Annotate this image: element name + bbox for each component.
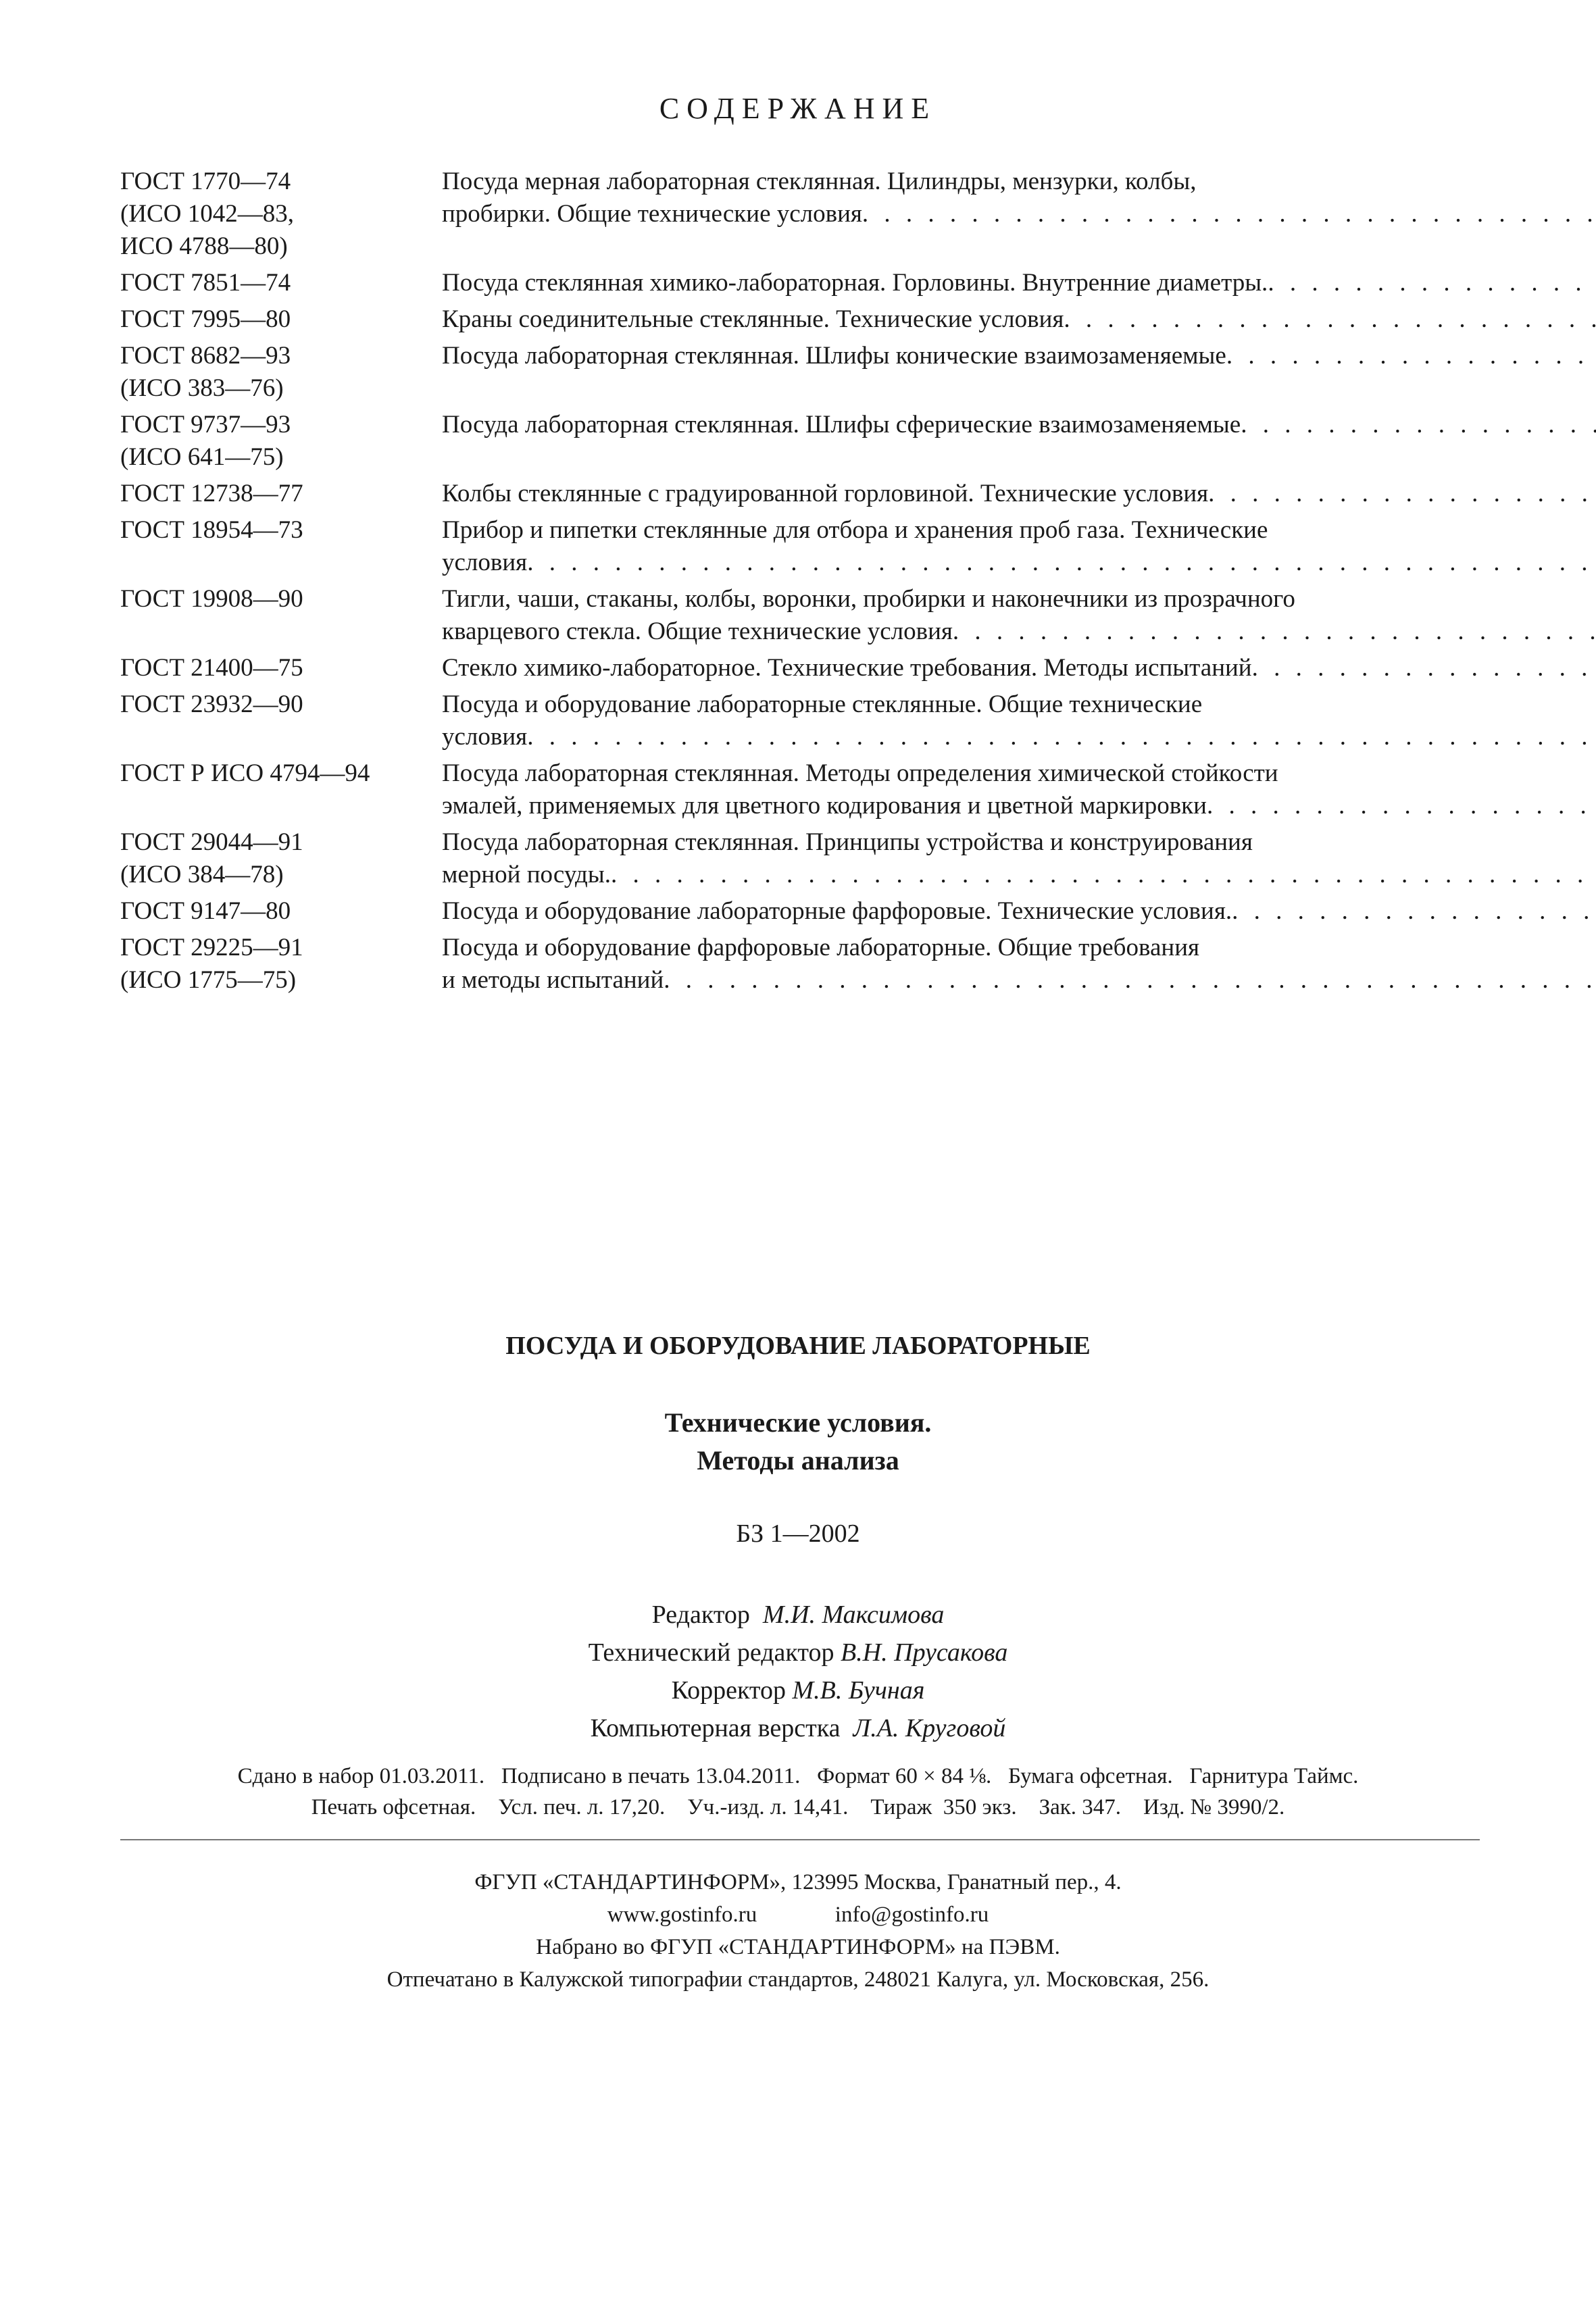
toc-code-line: ГОСТ 7851—74 [120,269,291,297]
toc-code-line: ГОСТ 23932—90 [120,690,303,718]
toc-description-line: и методы испытаний [442,966,664,994]
print-info-line-2: Печать офсетная. Усл. печ. л. 17,20. Уч.-изд. л. 14,41. Тираж 350 экз. Зак. 347. Изд. № 3990/2. [311,1795,1285,1819]
toc-description-line: Посуда лабораторная стеклянная. Методы определения химической стойкости [442,759,1278,787]
toc-entry-code [120,583,442,648]
toc-entry [120,267,1480,299]
toc-entry [120,895,1480,928]
dot-leader [611,859,1596,891]
toc-code-line: (ИСО 1042—83, [120,200,294,228]
toc-entry-description [442,688,1596,753]
toc-entry-description [442,267,1596,299]
toc-entry [120,478,1480,510]
toc-entry [120,409,1480,474]
toc-leader-line [442,859,1596,891]
subtitle-line-1: Технические условия. [664,1407,932,1438]
toc-description-line: Колбы стеклянные с градуированной горловиной. Технические условия [442,480,1209,507]
publisher-web: www.gostinfo.ru info@gostinfo.ru [607,1903,989,1927]
toc-leader-line [442,895,1596,928]
toc-entry [120,340,1480,405]
toc-entry [120,583,1480,648]
toc-entry-code [120,652,442,684]
dot-leader [1064,303,1596,336]
toc-description-line: Тигли, чаши, стаканы, колбы, воронки, пробирки и наконечники из прозрачного [442,585,1295,613]
toc-entry-description [442,303,1596,336]
toc-entry-code [120,826,442,891]
publisher-info [0,1866,1596,1996]
toc-code-line: ГОСТ 29225—91 [120,934,303,961]
toc-entry [120,514,1480,579]
toc-entry-description [442,409,1596,474]
toc-code-line: ГОСТ 19908—90 [120,585,303,613]
toc-leader-line [442,547,1596,579]
dot-leader [527,721,1596,753]
toc-leader-line [442,198,1596,230]
toc-entry-description [442,340,1596,405]
toc-entry-description [442,757,1596,822]
toc-description-line: мерной посуды. [442,861,611,888]
toc-entry-code [120,166,442,263]
toc-description-line: пробирки. Общие технические условия [442,200,862,228]
toc-code-line: ИСО 4788—80) [120,232,288,260]
toc-description-line: условия [442,549,528,576]
toc-code-line: ГОСТ 1770—74 [120,168,291,195]
toc-leader-line [442,303,1596,336]
toc-entry-code [120,340,442,405]
dot-leader [862,198,1596,230]
toc-leader-line [442,964,1596,997]
toc-entry-description [442,826,1596,891]
toc-entry-code [120,267,442,299]
toc-description-line: Посуда лабораторная стеклянная. Шлифы сферические взаимозаменяемые [442,411,1241,438]
dot-leader [1208,478,1596,510]
toc-leader-line [442,478,1596,510]
toc-code-line: (ИСО 384—78) [120,861,284,888]
print-info-line-1: Сдано в набор 01.03.2011. Подписано в печать 13.04.2011. Формат 60 × 84 ⅛. Бумага офсетная. Гарнитура Таймс. [237,1764,1359,1788]
toc-entry-description [442,652,1596,684]
toc-description-line: условия [442,723,528,751]
toc-code-line: ГОСТ 12738—77 [120,480,303,507]
toc-code-line: (ИСО 1775—75) [120,966,297,994]
toc-code-line: ГОСТ 8682—93 [120,342,291,370]
toc-leader-line [442,652,1596,684]
toc-description-line: Краны соединительные стеклянные. Технические условия [442,305,1064,333]
printed-note: Отпечатано в Калужской типографии стандартов, 248021 Калуга, ул. Московская, 256. [386,1967,1210,1992]
bz-number: БЗ 1—2002 [736,1519,860,1548]
dot-leader [1241,409,1596,441]
typeset-note: Набрано во ФГУП «СТАНДАРТИНФОРМ» на ПЭВМ. [536,1935,1060,1959]
collection-subtitle [0,1404,1596,1480]
dot-leader [953,615,1596,648]
dot-leader [664,964,1596,997]
toc-leader-line [442,721,1596,753]
toc-description-line: Посуда стеклянная химико-лабораторная. Горловины. Внутренние диаметры. [442,269,1268,297]
toc-description-line: эмалей, применяемых для цветного кодирования и цветной маркировки [442,792,1207,820]
toc-entry [120,757,1480,822]
toc-description-line: кварцевого стекла. Общие технические условия [442,618,953,645]
toc-entry-description [442,583,1596,648]
divider [120,1839,1480,1840]
toc-description-line: Посуда и оборудование фарфоровые лабораторные. Общие требования [442,934,1200,961]
toc-leader-line [442,615,1596,648]
publisher-address: ФГУП «СТАНДАРТИНФОРМ», 123995 Москва, Гранатный пер., 4. [474,1870,1122,1894]
dot-leader [1232,895,1596,928]
toc-description-line: Посуда лабораторная стеклянная. Шлифы конические взаимозаменяемые [442,342,1226,370]
dot-leader [1252,652,1596,684]
toc-description-line: Прибор и пипетки стеклянные для отбора и хранения проб газа. Технические [442,516,1268,544]
toc-list [120,166,1480,1001]
toc-leader-line [442,409,1596,441]
dot-leader [1226,340,1596,372]
toc-entry [120,652,1480,684]
toc-code-line: (ИСО 641—75) [120,443,284,471]
toc-code-line: ГОСТ Р ИСО 4794—94 [120,759,370,787]
toc-entry-code [120,932,442,997]
toc-entry-code [120,514,442,579]
toc-entry [120,303,1480,336]
dot-leader [1207,790,1596,822]
subtitle-line-2: Методы анализа [697,1445,899,1476]
toc-entry [120,826,1480,891]
dot-leader [527,547,1596,579]
toc-title: СОДЕРЖАНИЕ [659,92,937,125]
toc-code-line: ГОСТ 7995—80 [120,305,291,333]
credit-editor: Редактор М.И. Максимова [651,1601,945,1629]
toc-code-line: ГОСТ 29044—91 [120,828,303,856]
toc-entry-code [120,409,442,474]
toc-entry-description [442,478,1596,510]
toc-entry-code [120,478,442,510]
toc-entry-code [120,303,442,336]
toc-code-line: ГОСТ 9737—93 [120,411,291,438]
credit-proofreader: Корректор М.В. Бучная [671,1676,925,1705]
toc-leader-line [442,267,1596,299]
toc-code-line: (ИСО 383—76) [120,374,284,402]
toc-description-line: Посуда лабораторная стеклянная. Принципы устройства и конструирования [442,828,1253,856]
toc-entry-code [120,757,442,822]
toc-code-line: ГОСТ 9147—80 [120,897,291,925]
toc-code-line: ГОСТ 18954—73 [120,516,303,544]
toc-entry [120,688,1480,753]
toc-entry-description [442,895,1596,928]
toc-leader-line [442,790,1596,822]
print-info [0,1761,1596,1823]
toc-entry-code [120,688,442,753]
toc-description-line: Посуда и оборудование лабораторные стеклянные. Общие технические [442,690,1203,718]
toc-entry-description [442,932,1596,997]
toc-entry [120,932,1480,997]
toc-description-line: Посуда мерная лабораторная стеклянная. Цилиндры, мензурки, колбы, [442,168,1197,195]
toc-entry-code [120,895,442,928]
toc-description-line: Посуда и оборудование лабораторные фарфоровые. Технические условия. [442,897,1232,925]
credit-layout: Компьютерная верстка Л.А. Круговой [590,1714,1006,1742]
collection-title: ПОСУДА И ОБОРУДОВАНИЕ ЛАБОРАТОРНЫЕ [505,1332,1091,1360]
toc-entry-description [442,166,1596,263]
toc-code-line: ГОСТ 21400—75 [120,654,303,682]
credit-tech-editor: Технический редактор В.Н. Прусакова [588,1638,1008,1667]
toc-entry-description [442,514,1596,579]
toc-description-line: Стекло химико-лабораторное. Технические требования. Методы испытаний [442,654,1252,682]
credits [0,1596,1596,1747]
toc-leader-line [442,340,1596,372]
toc-entry [120,166,1480,263]
dot-leader [1268,267,1596,299]
